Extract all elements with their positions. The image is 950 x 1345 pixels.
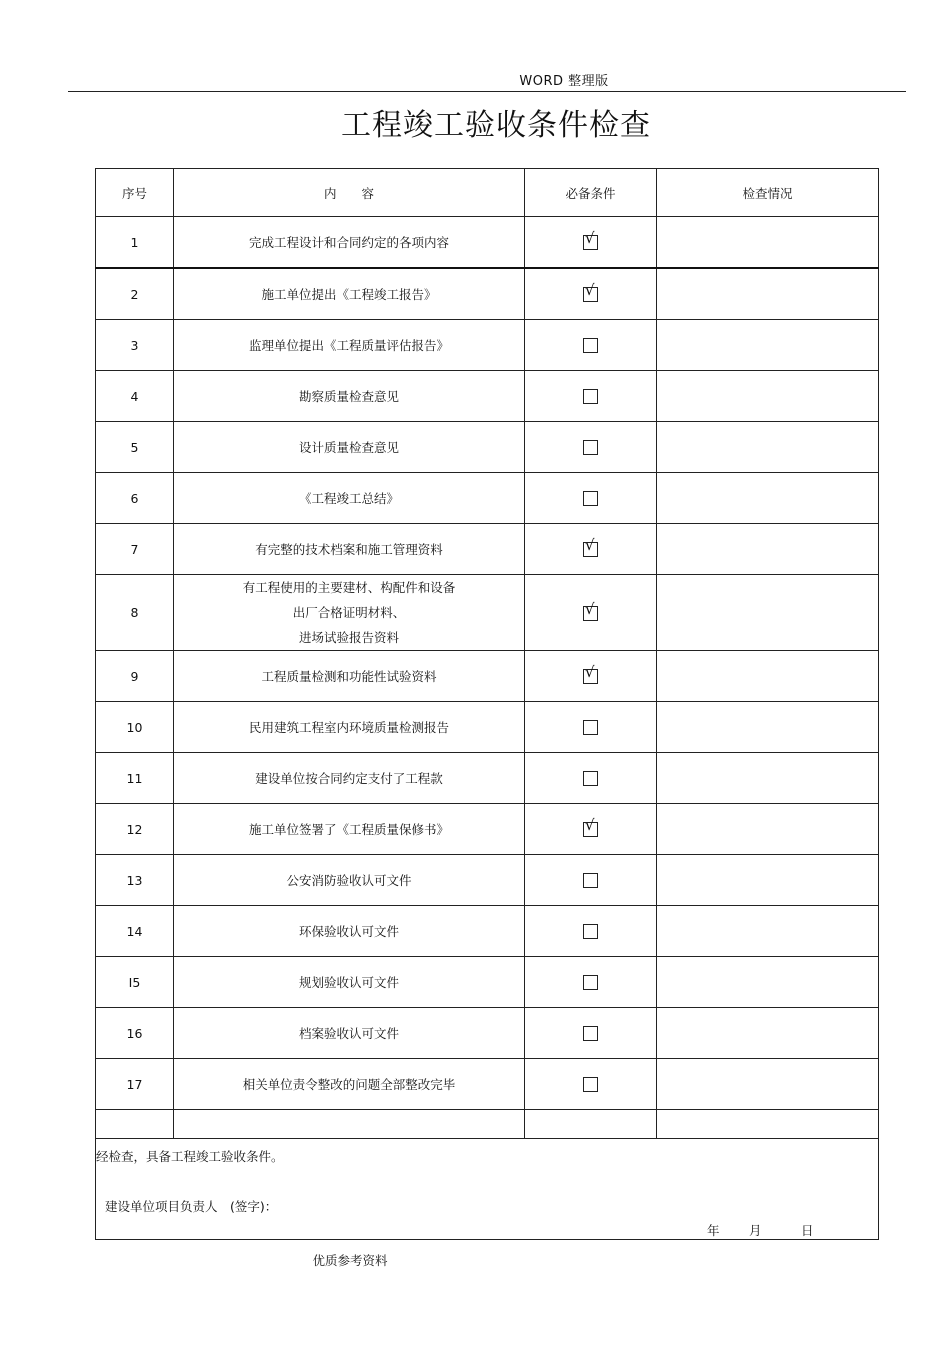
table-row <box>96 753 879 804</box>
result-cell[interactable] <box>657 702 879 753</box>
table-header-row <box>96 169 879 217</box>
checked-checkbox[interactable] <box>583 599 598 621</box>
table-row <box>96 855 879 906</box>
required-cell <box>525 1059 657 1110</box>
checklist-table <box>95 168 879 1240</box>
row-content-line: 《工程竣工总结》 <box>298 490 399 506</box>
row-content <box>174 906 525 957</box>
result-cell[interactable] <box>657 575 879 651</box>
date-year-label: 年 <box>707 1223 720 1238</box>
column-header-no: 序号 <box>96 169 174 217</box>
row-number: 2 <box>96 268 174 320</box>
required-cell <box>525 702 657 753</box>
result-cell[interactable] <box>657 524 879 575</box>
column-header-required: 必备条件 <box>525 169 657 217</box>
footer-row <box>96 1139 879 1240</box>
row-content-line: 相关单位责令整改的问题全部整改完毕 <box>242 1076 456 1092</box>
footer-cell <box>96 1139 879 1240</box>
row-content-line: 公安消防验收认可文件 <box>286 872 412 888</box>
row-number: 16 <box>96 1008 174 1059</box>
table-row <box>96 524 879 575</box>
table-row <box>96 320 879 371</box>
conclusion-text: 经检查，具备工程竣工验收条件。 <box>96 1149 284 1164</box>
row-content <box>174 320 525 371</box>
empty-checkbox[interactable] <box>583 338 598 353</box>
blank-cell <box>657 1110 879 1139</box>
row-number: I5 <box>96 957 174 1008</box>
required-cell <box>525 575 657 651</box>
table-row <box>96 1008 879 1059</box>
signature-label: 建设单位项目负责人 (签字)： <box>105 1199 278 1214</box>
empty-checkbox[interactable] <box>583 440 598 455</box>
required-cell <box>525 524 657 575</box>
checked-checkbox[interactable] <box>583 229 598 250</box>
required-cell <box>525 804 657 855</box>
row-content <box>174 473 525 524</box>
required-cell <box>525 422 657 473</box>
table-row <box>96 473 879 524</box>
row-number: 10 <box>96 702 174 753</box>
row-content-line: 工程质量检测和功能性试验资料 <box>261 668 437 684</box>
check-mark-icon: √ <box>585 816 595 834</box>
table-body <box>96 217 879 1110</box>
result-cell[interactable] <box>657 753 879 804</box>
page-header: WORD 整理版 <box>519 74 609 89</box>
table-row <box>96 906 879 957</box>
row-content-line: 档案验收认可文件 <box>298 1025 399 1041</box>
row-content <box>174 268 525 320</box>
required-cell <box>525 651 657 702</box>
bottom-note: 优质参考资料 <box>312 1253 388 1268</box>
table-row <box>96 217 879 269</box>
row-content <box>174 217 525 269</box>
checked-checkbox[interactable] <box>583 816 598 837</box>
row-content <box>174 957 525 1008</box>
page-title: 工程竣工验收条件检查 <box>341 108 651 143</box>
empty-checkbox[interactable] <box>583 491 598 506</box>
row-content <box>174 651 525 702</box>
row-content-line: 施工单位签署了《工程质量保修书》 <box>248 821 449 837</box>
row-number: 7 <box>96 524 174 575</box>
empty-checkbox[interactable] <box>583 720 598 735</box>
table-row <box>96 1059 879 1110</box>
column-header-result: 检查情况 <box>657 169 879 217</box>
result-cell[interactable] <box>657 1008 879 1059</box>
row-number: 1 <box>96 217 174 269</box>
result-cell[interactable] <box>657 957 879 1008</box>
row-content <box>174 1059 525 1110</box>
required-cell <box>525 753 657 804</box>
table-row <box>96 702 879 753</box>
checked-checkbox[interactable] <box>583 536 598 557</box>
row-content <box>174 804 525 855</box>
empty-checkbox[interactable] <box>583 975 598 990</box>
row-number: 11 <box>96 753 174 804</box>
table-row <box>96 422 879 473</box>
blank-cell <box>96 1110 174 1139</box>
required-cell <box>525 957 657 1008</box>
required-cell <box>525 1008 657 1059</box>
row-content-line: 环保验收认可文件 <box>298 923 399 939</box>
blank-cell <box>525 1110 657 1139</box>
row-content-line: 施工单位提出《工程竣工报告》 <box>261 286 437 302</box>
row-number: 14 <box>96 906 174 957</box>
header-rule <box>68 91 906 92</box>
date-month-label: 月 <box>749 1223 762 1238</box>
required-cell <box>525 371 657 422</box>
row-number: 13 <box>96 855 174 906</box>
column-header-content: 内 容 <box>174 169 525 217</box>
row-content-line: 出厂合格证明材料、 <box>292 605 406 620</box>
table-row <box>96 575 879 651</box>
result-cell[interactable] <box>657 651 879 702</box>
row-number: 12 <box>96 804 174 855</box>
row-content <box>174 702 525 753</box>
empty-checkbox[interactable] <box>583 771 598 786</box>
result-cell[interactable] <box>657 804 879 855</box>
row-content-line: 完成工程设计和合同约定的各项内容 <box>248 234 449 250</box>
empty-checkbox[interactable] <box>583 1077 598 1092</box>
required-cell <box>525 217 657 269</box>
required-cell <box>525 473 657 524</box>
checked-checkbox[interactable] <box>583 663 598 684</box>
row-content-line: 规划验收认可文件 <box>298 974 399 990</box>
check-mark-icon: √ <box>585 663 595 681</box>
row-number: 6 <box>96 473 174 524</box>
result-cell[interactable] <box>657 320 879 371</box>
checked-checkbox[interactable] <box>583 281 598 302</box>
row-content <box>174 753 525 804</box>
table-row <box>96 651 879 702</box>
table-row <box>96 268 879 320</box>
table-row <box>96 957 879 1008</box>
date-day-label: 日 <box>801 1223 814 1238</box>
check-mark-icon: √ <box>585 281 595 299</box>
result-cell[interactable] <box>657 268 879 320</box>
result-cell[interactable] <box>657 473 879 524</box>
table-row <box>96 371 879 422</box>
table-row <box>96 804 879 855</box>
result-cell[interactable] <box>657 371 879 422</box>
row-number: 9 <box>96 651 174 702</box>
empty-checkbox[interactable] <box>583 873 598 888</box>
row-content <box>174 575 525 651</box>
row-content <box>174 855 525 906</box>
check-mark-icon: √ <box>585 229 595 247</box>
empty-checkbox[interactable] <box>583 1026 598 1041</box>
row-content-line: 进场试验报告资料 <box>298 630 399 645</box>
row-content <box>174 524 525 575</box>
check-mark-icon: √ <box>585 536 595 554</box>
row-content <box>174 1008 525 1059</box>
empty-checkbox[interactable] <box>583 389 598 404</box>
row-content-line: 有完整的技术档案和施工管理资料 <box>255 541 443 557</box>
result-cell[interactable] <box>657 1059 879 1110</box>
required-cell <box>525 855 657 906</box>
date-line <box>707 1221 814 1239</box>
required-cell <box>525 906 657 957</box>
table-row-blank <box>96 1110 879 1139</box>
row-content <box>174 422 525 473</box>
result-cell[interactable] <box>657 906 879 957</box>
required-cell <box>525 320 657 371</box>
row-content-line: 勘察质量检查意见 <box>298 388 399 404</box>
row-number: 3 <box>96 320 174 371</box>
result-cell[interactable] <box>657 217 879 269</box>
check-mark-icon: √ <box>585 599 595 618</box>
blank-cell <box>174 1110 525 1139</box>
result-cell[interactable] <box>657 422 879 473</box>
row-number: 8 <box>96 575 174 651</box>
row-content <box>174 371 525 422</box>
row-content-line: 民用建筑工程室内环境质量检测报告 <box>248 719 449 735</box>
row-number: 4 <box>96 371 174 422</box>
row-number: 5 <box>96 422 174 473</box>
row-content-line: 设计质量检查意见 <box>298 439 399 455</box>
row-content-line: 建设单位按合同约定支付了工程款 <box>255 770 443 786</box>
row-number: 17 <box>96 1059 174 1110</box>
row-content-line: 监理单位提出《工程质量评估报告》 <box>248 337 449 353</box>
row-content-line: 有工程使用的主要建材、构配件和设备 <box>242 580 456 595</box>
result-cell[interactable] <box>657 855 879 906</box>
empty-checkbox[interactable] <box>583 924 598 939</box>
required-cell <box>525 268 657 320</box>
